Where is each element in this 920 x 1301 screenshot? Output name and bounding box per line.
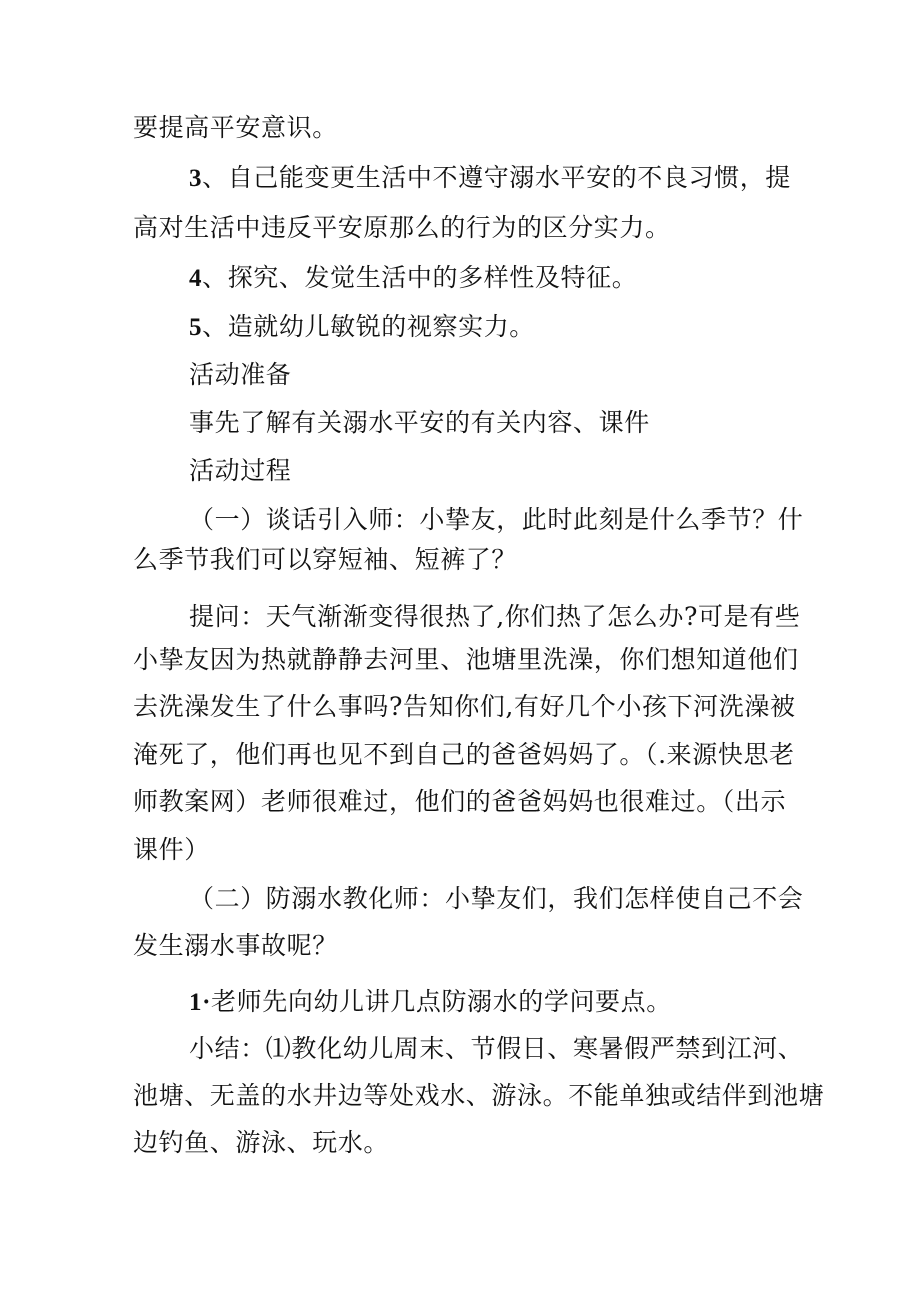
text-line: 么季节我们可以穿短袖、短裤了？: [133, 545, 518, 574]
text-line: 、造就幼儿敏锐的视察实力。: [202, 312, 535, 341]
list-number: 3: [189, 165, 203, 192]
text-line: 去洗澡发生了什么事吗?告知你们,有好几个小孩下河洗澡被: [133, 692, 796, 721]
section-heading-preparation: 活动准备: [189, 360, 292, 389]
list-item-4: [189, 262, 637, 295]
text-line: 要提高平安意识。: [133, 113, 338, 142]
list-number: 4: [189, 265, 203, 292]
section-heading-process: 活动过程: [189, 456, 292, 485]
list-item-5: [189, 311, 535, 344]
text-line: 池塘、无盖的水井边等处戏水、游泳。不能单独或结伴到池塘: [133, 1081, 825, 1110]
text-line: 小挚友因为热就静静去河里、池塘里洗澡，你们想知道他们: [133, 645, 799, 674]
text-line: 小结：⑴教化幼儿周末、节假日、寒暑假严禁到江河、: [189, 1034, 804, 1063]
text-line: 师教案网）老师很难过，他们的爸爸妈妈也很难过。（出示: [133, 787, 787, 816]
text-line: 课件）: [133, 835, 210, 864]
list-number: 5: [189, 314, 203, 341]
text-line: 淹死了，他们再也见不到自己的爸爸妈妈了。（.来源快思老: [133, 740, 795, 769]
text-line: （一）谈话引入师：小挚友，此时此刻是什么季节？什: [189, 505, 804, 534]
text-line: （二）防溺水教化师：小挚友们，我们怎样使自己不会: [189, 884, 804, 913]
text-line: 发生溺水事故呢？: [133, 931, 338, 960]
list-number: 1·: [189, 989, 212, 1016]
text-line: 、探究、发觉生活中的多样性及特征。: [202, 263, 638, 292]
text-line: 事先了解有关溺水平安的有关内容、课件: [189, 408, 650, 437]
text-line: 高对生活中违反平安原那么的行为的区分实力。: [133, 213, 671, 242]
text-line: 边钓鱼、游泳、玩水。: [133, 1128, 390, 1157]
text-line: 老师先向幼儿讲几点防溺水的学问要点。: [211, 987, 672, 1016]
text-line: 提问：天气渐渐变得很热了,你们热了怎么办?可是有些: [189, 602, 801, 631]
list-item-1: [189, 986, 672, 1019]
list-item-3: [189, 162, 791, 195]
text-line: 、自己能变更生活中不遵守溺水平安的不良习惯，提: [202, 163, 791, 192]
